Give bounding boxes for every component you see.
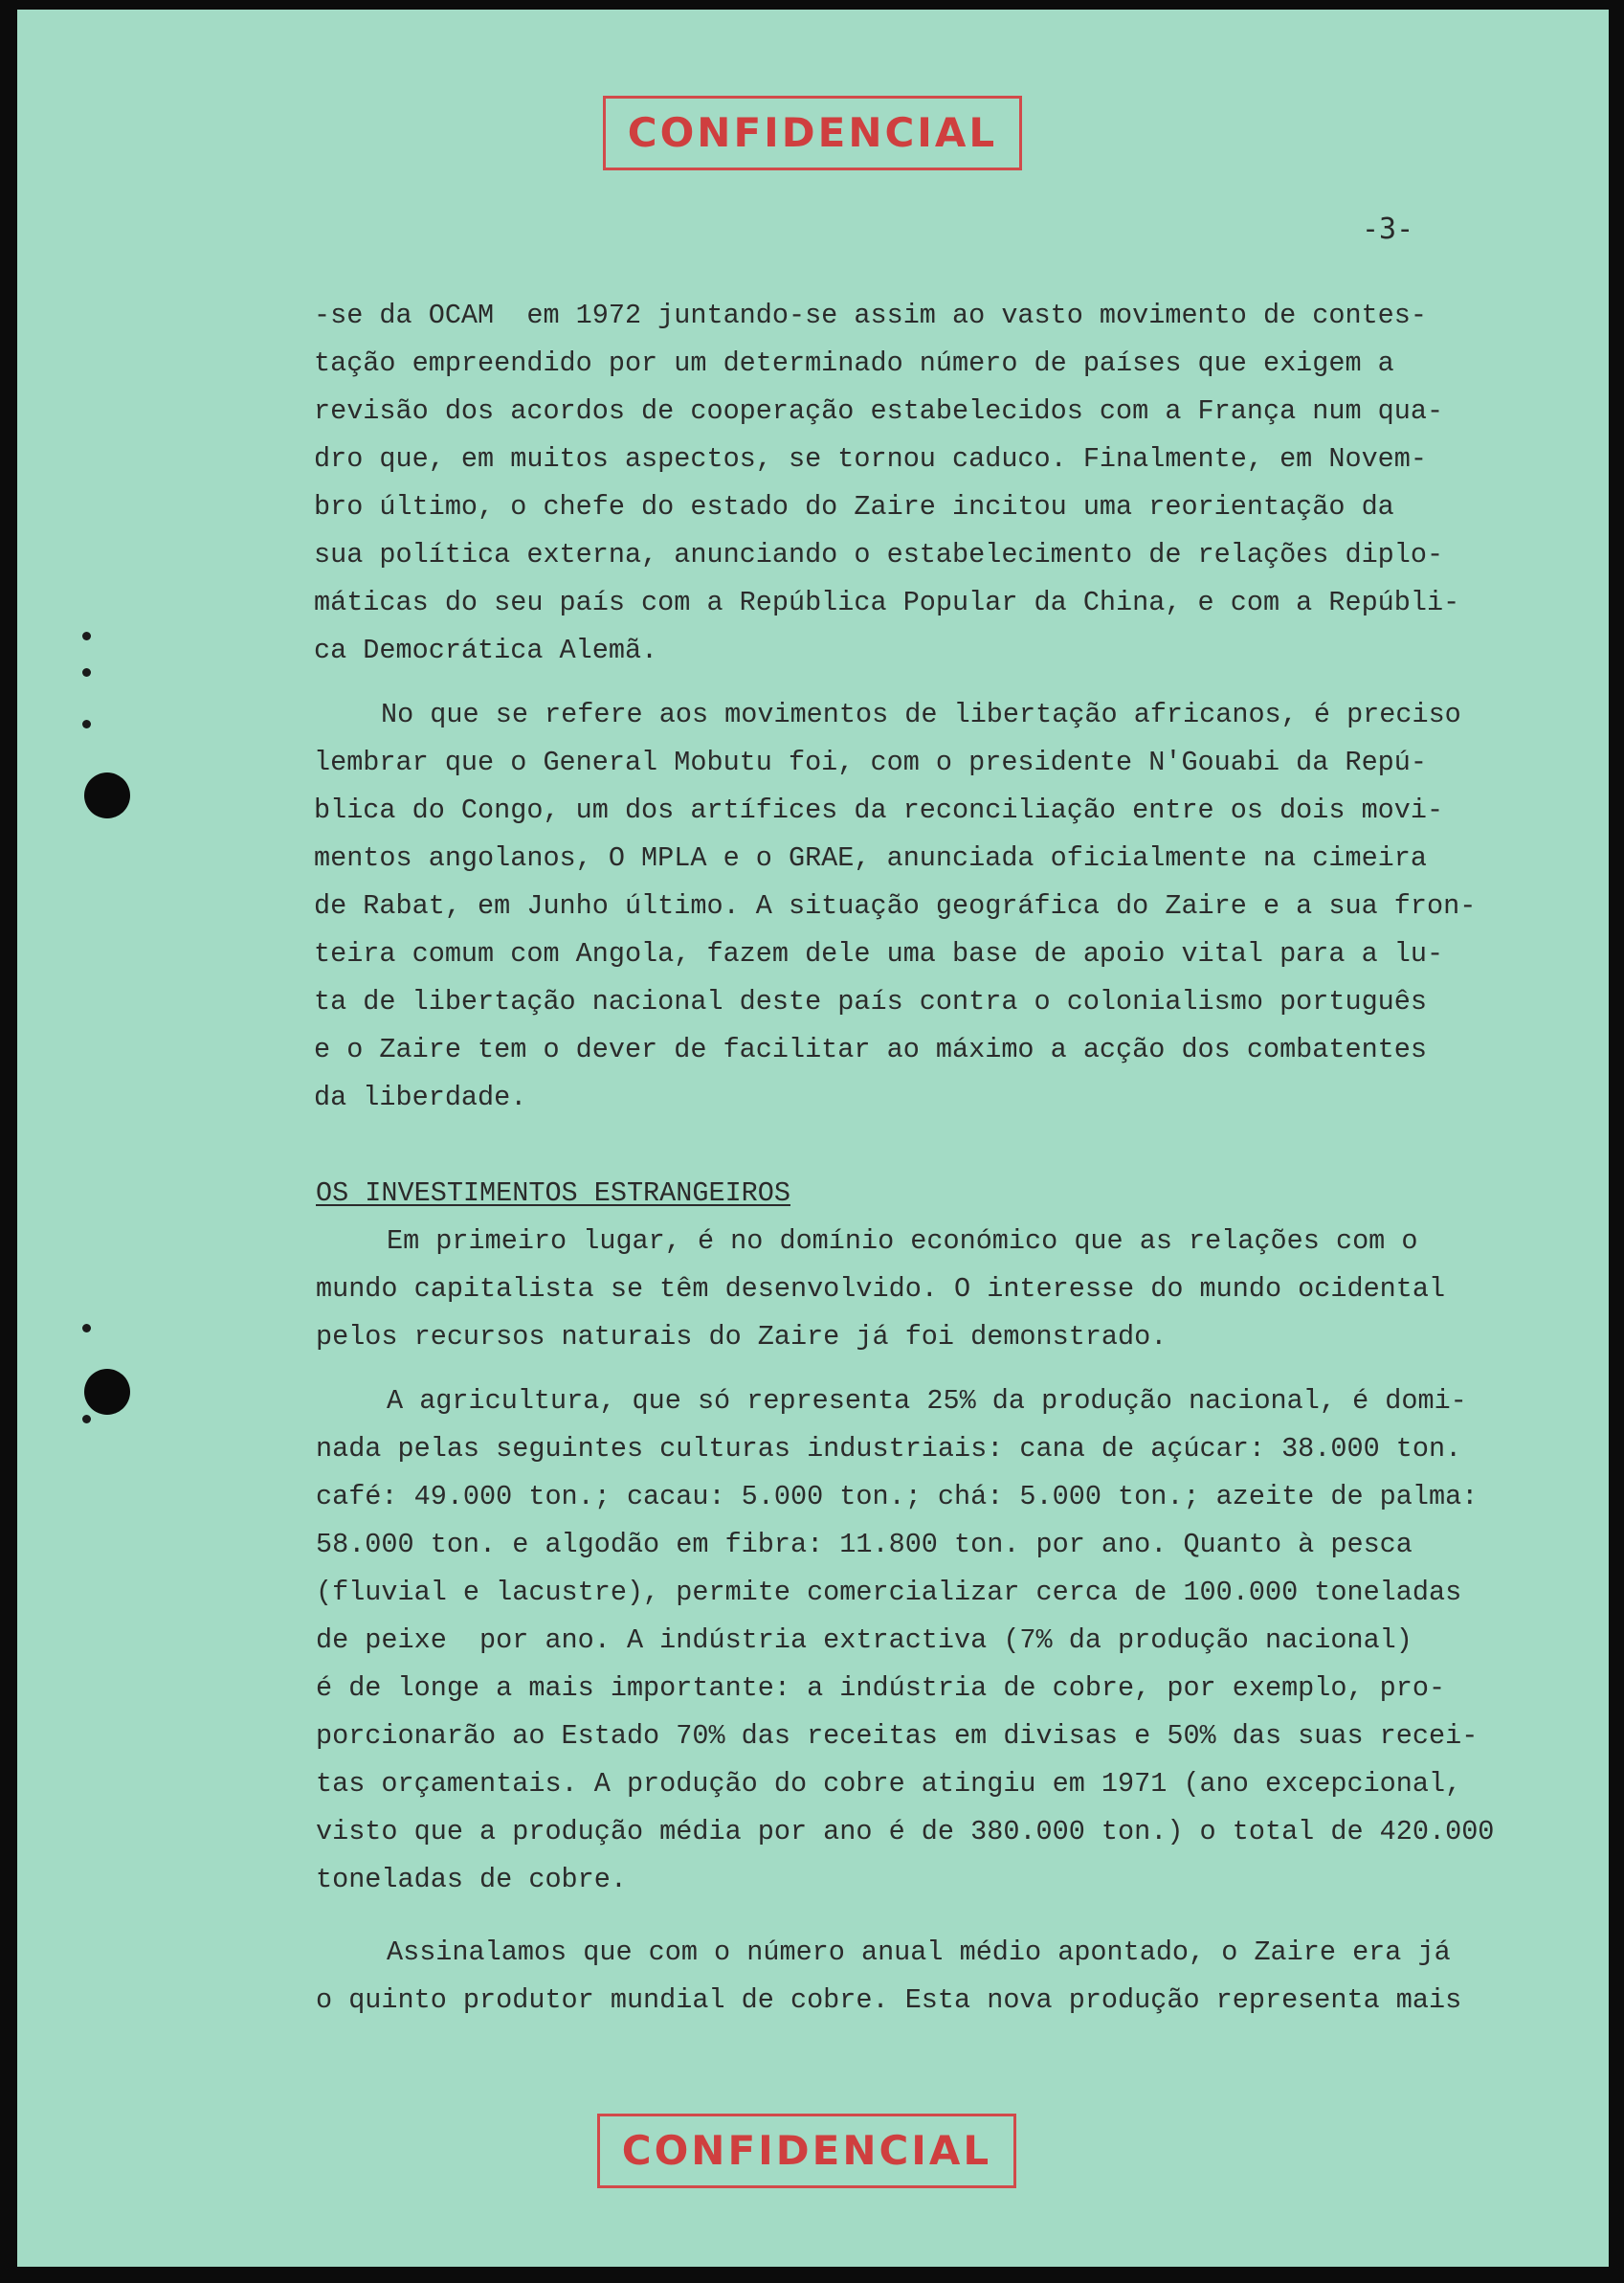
text-line: -se da OCAM em 1972 juntando-se assim ao vasto movimento de contes- — [314, 300, 1427, 331]
text-line: e o Zaire tem o dever de facilitar ao máximo a acção dos combatentes — [314, 1034, 1427, 1065]
text-line: toneladas de cobre. — [316, 1864, 627, 1895]
document-page — [17, 10, 1609, 2267]
text-line: bro último, o chefe do estado do Zaire incitou uma reorientação da — [314, 491, 1394, 523]
text-line: lembrar que o General Mobutu foi, com o presidente N'Gouabi da Repú- — [314, 747, 1427, 778]
punch-hole — [84, 1369, 130, 1415]
text-line: tação empreendido por um determinado número de países que exigem a — [314, 347, 1394, 379]
punch-hole — [84, 772, 130, 818]
text-line: mundo capitalista se têm desenvolvido. O interesse do mundo ocidental — [316, 1273, 1446, 1305]
text-line: nada pelas seguintes culturas industriais: cana de açúcar: 38.000 ton. — [316, 1433, 1462, 1465]
text-line: ca Democrática Alemã. — [314, 635, 658, 666]
ink-speck — [82, 668, 91, 677]
text-line: visto que a produção média por ano é de 380.000 ton.) o total de 420.000 — [316, 1816, 1495, 1847]
text-line: No que se refere aos movimentos de libertação africanos, é preciso — [381, 699, 1461, 730]
ink-speck — [82, 1324, 91, 1332]
text-line: o quinto produtor mundial de cobre. Esta nova produção representa mais — [316, 1984, 1462, 2016]
text-line: da liberdade. — [314, 1082, 527, 1113]
text-line: tas orçamentais. A produção do cobre atingiu em 1971 (ano excepcional, — [316, 1768, 1462, 1800]
text-line: é de longe a mais importante: a indústria de cobre, por exemplo, pro- — [316, 1672, 1446, 1704]
text-line: revisão dos acordos de cooperação estabelecidos com a França num qua- — [314, 395, 1444, 427]
text-line: ta de libertação nacional deste país contra o colonialismo português — [314, 986, 1427, 1018]
text-line: (fluvial e lacustre), permite comercializar cerca de 100.000 toneladas — [316, 1577, 1462, 1608]
confidential-stamp-top: CONFIDENCIAL — [603, 96, 1022, 170]
text-line: café: 49.000 ton.; cacau: 5.000 ton.; chá: 5.000 ton.; azeite de palma: — [316, 1481, 1479, 1512]
text-line: de peixe por ano. A indústria extractiva (7% da produção nacional) — [316, 1624, 1413, 1656]
text-line: blica do Congo, um dos artífices da reconciliação entre os dois movi- — [314, 795, 1444, 826]
confidential-stamp-bottom: CONFIDENCIAL — [597, 2114, 1016, 2188]
ink-speck — [82, 720, 91, 728]
ink-speck — [82, 1415, 91, 1423]
text-line: Assinalamos que com o número anual médio apontado, o Zaire era já — [387, 1936, 1451, 1968]
text-line: pelos recursos naturais do Zaire já foi demonstrado. — [316, 1321, 1168, 1353]
text-line: mentos angolanos, O MPLA e o GRAE, anunciada oficialmente na cimeira — [314, 842, 1427, 874]
section-heading: OS INVESTIMENTOS ESTRANGEIROS — [316, 1177, 790, 1209]
text-line: sua política externa, anunciando o estabelecimento de relações diplo- — [314, 539, 1444, 571]
ink-speck — [82, 632, 91, 640]
text-line: A agricultura, que só representa 25% da produção nacional, é domi- — [387, 1385, 1467, 1417]
text-line: de Rabat, em Junho último. A situação geográfica do Zaire e a sua fron- — [314, 890, 1477, 922]
text-line: Em primeiro lugar, é no domínio económico que as relações com o — [387, 1225, 1418, 1257]
page-number: -3- — [1362, 213, 1414, 246]
text-line: teira comum com Angola, fazem dele uma base de apoio vital para a lu- — [314, 938, 1444, 970]
text-line: 58.000 ton. e algodão em fibra: 11.800 ton. por ano. Quanto à pesca — [316, 1529, 1413, 1560]
text-line: máticas do seu país com a República Popular da China, e com a Repúbli- — [314, 587, 1460, 618]
text-line: porcionarão ao Estado 70% das receitas em divisas e 50% das suas recei- — [316, 1720, 1479, 1752]
text-line: dro que, em muitos aspectos, se tornou caduco. Finalmente, em Novem- — [314, 443, 1427, 475]
